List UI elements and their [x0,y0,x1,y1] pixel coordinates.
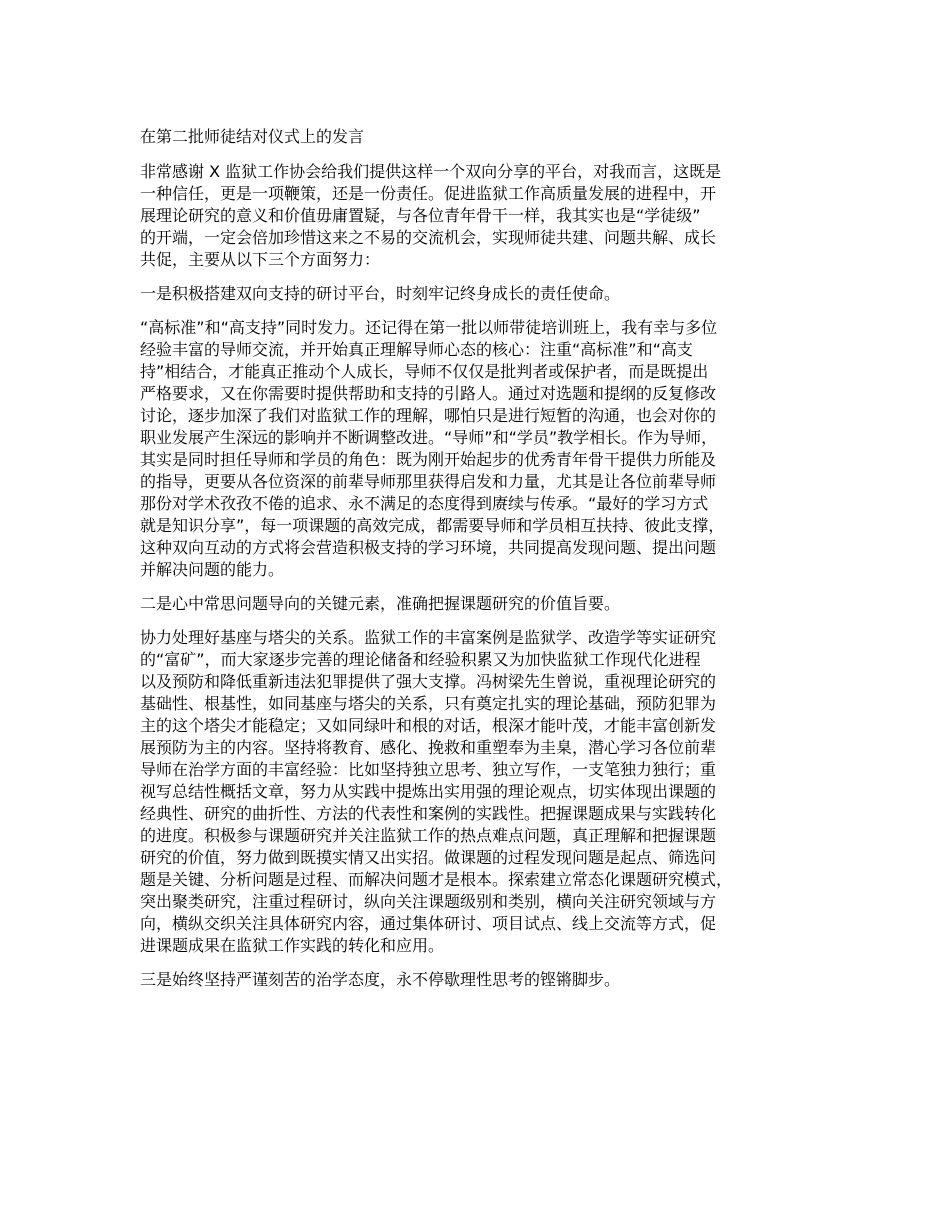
text-line: 其实是同时担任导师和学员的角色：既为刚开始起步的优秀青年骨干提供力所能及 [140,450,717,469]
text-line: 向，横纵交织关注具体研究内容，通过集体研讨、项目试点、线上交流等方式，促 [140,914,717,933]
text-line: 就是知识分享”，每一项课题的高效完成，都需要导师和学员相互扶持、彼此支撑， [140,516,725,535]
text-line: 严格要求，又在你需要时提供帮助和支持的引路人。通过对选题和提纲的反复修改 [140,384,717,403]
text-line: 经典性、研究的曲折性、方法的代表性和案例的实践性。把握课题成果与实践转化 [140,804,717,823]
text-line: 研究的价值，努力做到既摸实情又出实招。做课题的过程发现问题是起点、筛选问 [140,848,717,867]
text-line: 导师在治学方面的丰富经验：比如坚持独立思考、独立写作，一支笔独力独行；重 [140,760,717,779]
text-line: 突出聚类研究，注重过程研讨，纵向关注课题级别和类别，横向关注研究领域与方 [140,892,717,911]
text-line: “高标准”和“高支持”同时发力。还记得在第一批以师带徒培训班上，我有幸与多位 [140,318,718,337]
text-line: 非常感谢 X 监狱工作协会给我们提供这样一个双向分享的平台，对我而言，这既是 [140,162,722,181]
text-line: 的指导，更要从各位资深的前辈导师那里获得启发和力量，尤其是让各位前辈导师 [140,472,717,491]
text-line: 主的这个塔尖才能稳定；又如同绿叶和根的对话，根深才能叶茂，才能丰富创新发 [140,716,717,735]
document-title: 在第二批师徒结对仪式上的发言 [140,127,365,146]
text-line: 经验丰富的导师交流，并开始真正理解导师心态的核心：注重“高标准”和“高支 [140,340,693,359]
text-line: 那份对学术孜孜不倦的追求、永不满足的态度得到赓续与传承。“最好的学习方式 [140,494,709,513]
text-line: 共促，主要从以下三个方面努力： [140,250,381,269]
text-line: 基础性、根基性，如同基座与塔尖的关系，只有奠定扎实的理论基础，预防犯罪为 [140,694,717,713]
text-line: 进课题成果在监狱工作实践的转化和应用。 [140,936,445,955]
text-line: 协力处理好基座与塔尖的关系。监狱工作的丰富案例是监狱学、改造学等实证研究 [140,628,717,647]
text-line: 的进度。积极参与课题研究并关注监狱工作的热点难点问题，真正理解和把握课题 [140,826,717,845]
text-line: 并解决问题的能力。 [140,560,285,579]
paragraph [140,593,830,615]
paragraph [140,161,830,271]
paragraph [140,969,830,991]
paragraph [140,317,830,581]
paragraph [140,283,830,305]
text-line: 二是心中常思问题导向的关键元素，准确把握课题研究的价值旨要。 [140,594,621,613]
text-line: 三是始终坚持严谨刻苦的治学态度，永不停歇理性思考的铿锵脚步。 [140,970,621,989]
text-line: 一是积极搭建双向支持的研讨平台，时刻牢记终身成长的责任使命。 [140,284,621,303]
text-line: 讨论，逐步加深了我们对监狱工作的理解，哪怕只是进行短暂的沟通，也会对你的 [140,406,717,425]
text-line: 视写总结性概括文章，努力从实践中提炼出实用强的理论观点，切实体现出课题的 [140,782,717,801]
paragraph [140,627,830,957]
text-line: 以及预防和降低重新违法犯罪提供了强大支撑。冯树梁先生曾说，重视理论研究的 [140,672,717,691]
text-line: 这种双向互动的方式将会营造积极支持的学习环境，共同提高发现问题、提出问题 [140,538,717,557]
text-line: 展理论研究的意义和价值毋庸置疑，与各位青年骨干一样，我其实也是“学徒级” [140,206,701,225]
document-body [140,161,830,991]
text-line: 题是关键、分析问题是过程、而解决问题才是根本。探索建立常态化课题研究模式， [140,870,733,889]
text-line: 持”相结合，才能真正推动个人成长，导师不仅仅是批判者或保护者，而是既提出 [140,362,709,381]
document-page [140,126,830,1003]
text-line: 的开端，一定会倍加珍惜这来之不易的交流机会，实现师徒共建、问题共解、成长 [140,228,717,247]
text-line: 一种信任，更是一项鞭策，还是一份责任。促进监狱工作高质量发展的进程中，开 [140,184,717,203]
text-line: 职业发展产生深远的影响并不断调整改进。“导师”和“学员”教学相长。作为导师， [140,428,718,447]
text-line: 展预防为主的内容。坚持将教育、感化、挽救和重塑奉为圭臬，潜心学习各位前辈 [140,738,717,757]
text-line: 的“富矿”，而大家逐步完善的理论储备和经验积累又为加快监狱工作现代化进程 [140,650,701,669]
